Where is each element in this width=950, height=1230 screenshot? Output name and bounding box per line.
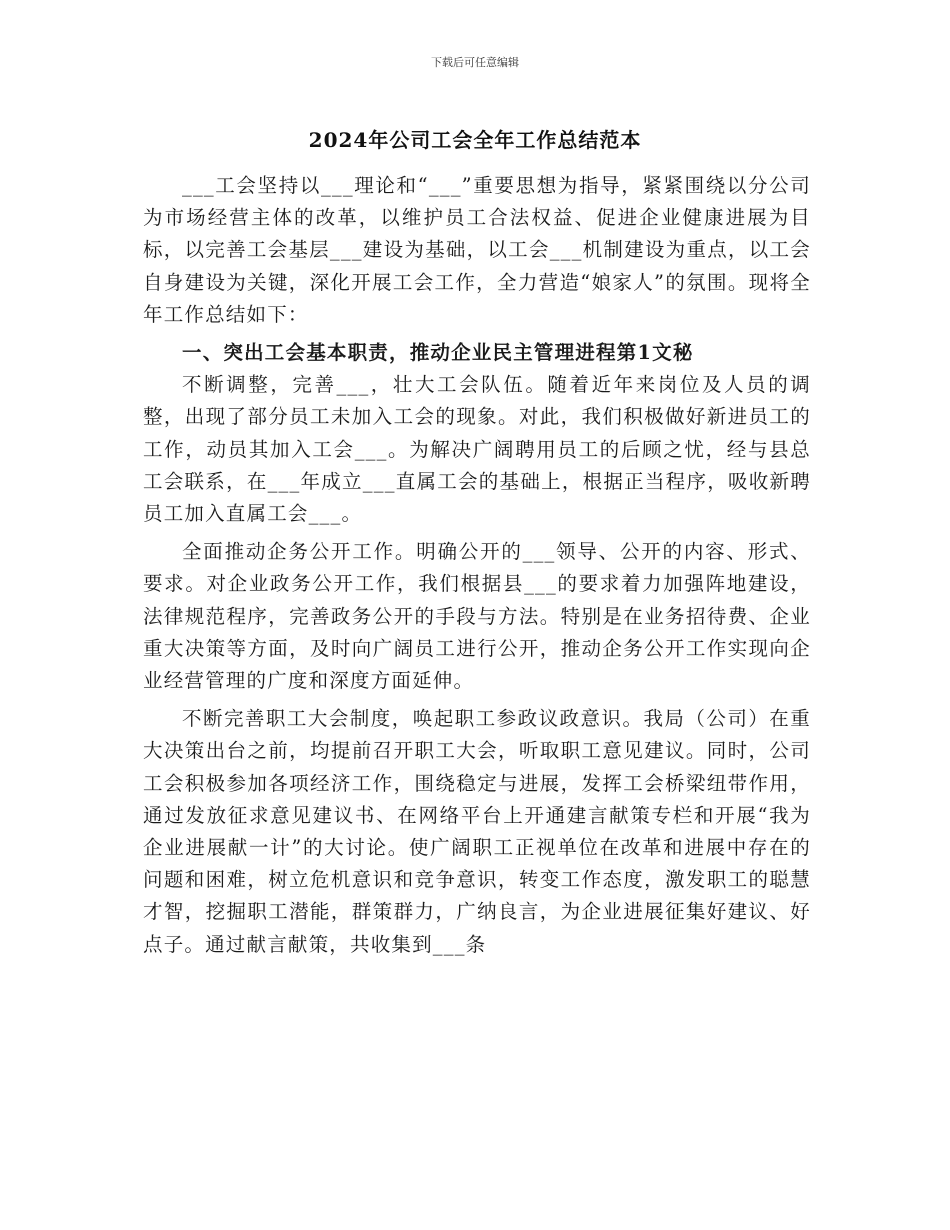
body-paragraph: 全面推动企务公开工作。明确公开的___领导、公开的内容、形式、要求。对企业政务公开工作，我们根据县___的要求着力加强阵地建设，法律规范程序，完善政务公开的手段与方法。特别是在业务招待费、企业重大决策等方面，及时向广阔员工进行公开，推动企务公开工作实现向企业经营管理的广度和深度方面延伸。 — [143, 540, 811, 693]
section-heading: 一、突出工会基本职责，推动企业民主管理进程第1文秘 — [182, 341, 694, 365]
intro-paragraph: ___工会坚持以___理论和“___”重要思想为指导，紧紧围绕以分公司为市场经营主体的改革，以维护员工合法权益、促进企业健康进展为目标，以完善工会基层___建设为基础，以工会___机制建设为重点，以工会自身建设为关键，深化开展工会工作，全力营造“娘家人”的氛围。现将全年工作总结如下： — [143, 174, 811, 326]
document-title: 2024年公司工会全年工作总结范本 — [308, 128, 642, 152]
body-paragraph: 不断完善职工大会制度，唤起职工参政议政意识。我局（公司）在重大决策出台之前，均提前召开职工大会，听取职工意见建议。同时，公司工会积极参加各项经济工作，围绕稳定与进展，发挥工会桥梁纽带作用，通过发放征求意见建议书、在网络平台上开通建言献策专栏和开展“我为企业进展献一计”的大讨论。使广阔职工正视单位在改革和进展中存在的问题和困难，树立危机意识和竞争意识，转变工作态度，激发职工的聪慧才智，挖掘职工潜能，群策群力，广纳良言，为企业进展征集好建议、好点子。通过献言献策，共收集到___条 — [143, 707, 811, 956]
header-note: 下载后可任意编辑 — [431, 56, 519, 69]
document-body — [143, 170, 811, 961]
body-paragraph: 不断调整，完善___，壮大工会队伍。随着近年来岗位及人员的调整，出现了部分员工未加入工会的现象。对此，我们积极做好新进员工的工作，动员其加入工会___。为解决广阔聘用员工的后顾之忧，经与县总工会联系，在___年成立___直属工会的基础上，根据正当程序，吸收新聘员工加入直属工会___。 — [143, 373, 811, 526]
